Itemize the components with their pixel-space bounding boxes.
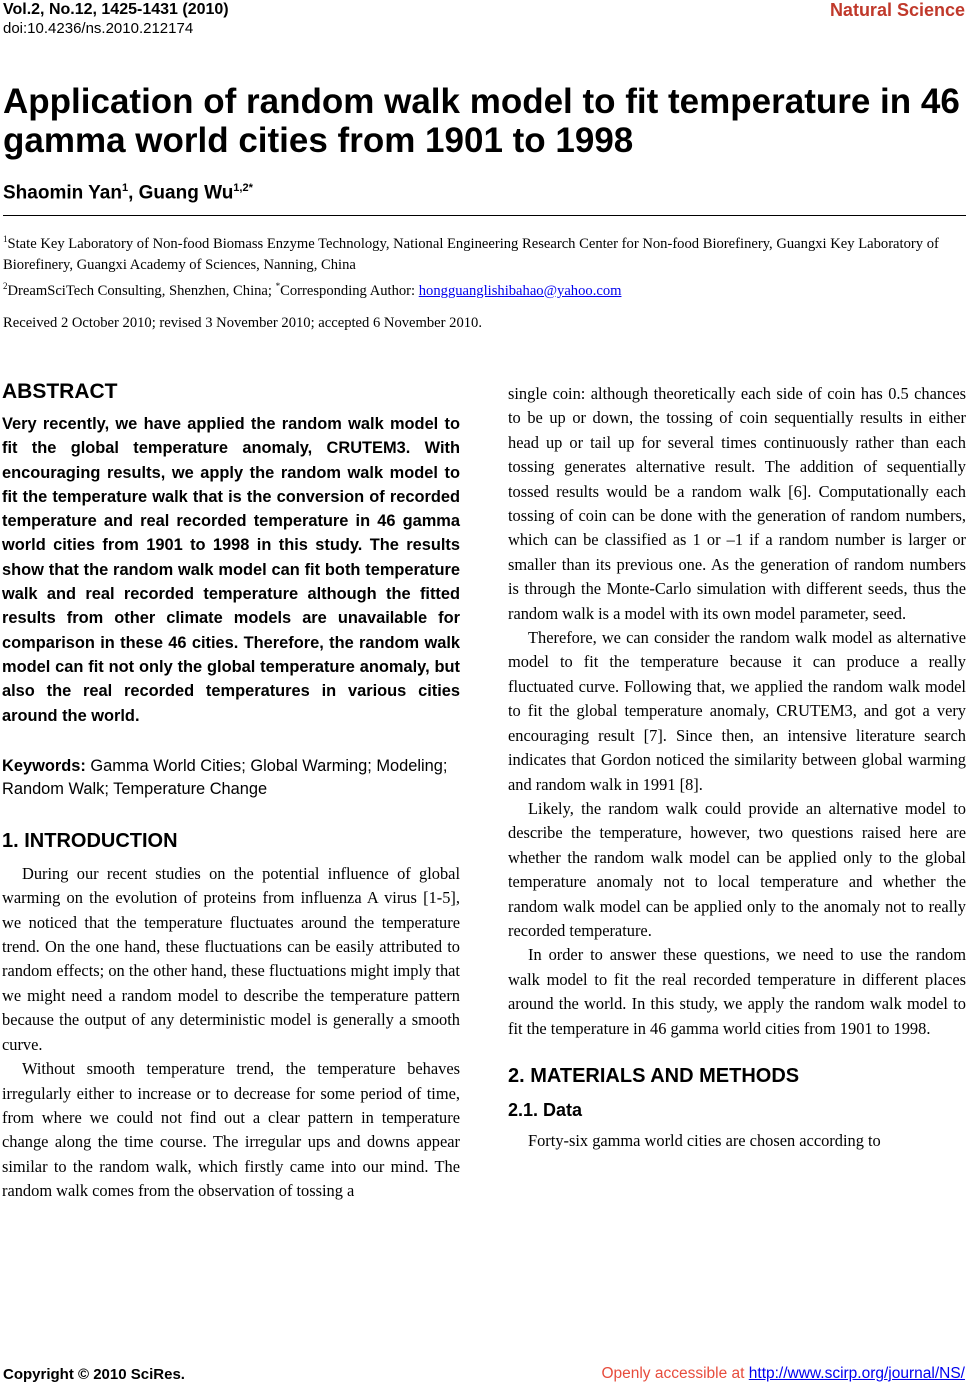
right-column [508,382,966,1153]
open-access-label: Openly accessible at [601,1365,749,1382]
affiliations [3,229,969,302]
section-heading-methods: 2. MATERIALS AND METHODS [508,1064,800,1087]
paragraph: During our recent studies on the potential influence of global warming on the evolution of proteins from influenza A virus [1-5], we noticed that the temperature fluctuates around the temperature trend. On the one hand, these fluctuations can be easily attributed to random effects; on the other hand, these fluctuations might imply that we might need a random model to describe the temperature pattern because the output of any deterministic model is generally a smooth curve. [2,863,460,1054]
paragraph: Therefore, we can consider the random walk model as alternative model to fit the temperature because it can produce a really fluctuated curve. Following that, we applied the random walk model to fit the global temperature anomaly, CRUTEM3, and got a very encouraging result [7]. Since then, an intensive literature search indicates that Gordon noticed the similarity between global warming and random walk in 1991 [8]. [508,628,966,794]
paragraph: Forty-six gamma world cities are chosen according to [528,1130,881,1150]
header-divider [3,215,966,216]
affiliation-2: DreamSciTech Consulting, Shenzhen, China; [7,282,276,299]
author-affiliation-mark: 1 [121,182,129,194]
journal-url-link[interactable]: http://www.scirp.org/journal/NS/ [748,1365,965,1382]
open-access-note [601,1365,965,1383]
paragraph: Without smooth temperature trend, the temperature behaves irregularly either to increase or to decrease for some period of time, from where we could not find out a clear pattern in temperature change along the time course. The irregular ups and downs appear similar to the random walk, which firstly came into our mind. The random walk comes from the observation of tossing a [2,1059,460,1201]
left-column [2,370,460,1204]
keywords-text: Gamma World Cities; Global Warming; Modeling; Random Walk; Temperature Change [2,756,448,798]
copyright: Copyright © 2010 SciRes. [3,1366,185,1383]
subsection-heading-data: 2.1. Data [508,1099,583,1120]
email-link[interactable]: hongguanglishibahao@yahoo.com [418,282,622,299]
author-name: Shaomin Yan [3,182,122,204]
paragraph: In order to answer these questions, we need to use the random walk model to fit the real recorded temperature in different places around the world. In this study, we apply the random walk model to fit the temperature in 46 gamma world cities from 1901 to 1998. [508,945,966,1038]
author-list [3,182,253,204]
running-header [3,0,229,38]
corresponding-label: Corresponding Author: [280,282,419,299]
keywords [2,755,460,801]
volume-info: Vol.2, No.12, 1425-1431 (2010) [3,1,229,18]
abstract-heading: ABSTRACT [2,380,118,403]
paragraph: single coin: although theoretically each side of coin has 0.5 chances to be up or down, the tossing of coin sequentially results in either head up or tail up for several times continuously rather than each tossing generates alternative result. The addition of sequentially tossed results would be a random walk [6]. Computationally each tossing of coin can be done with the generation of random numbers, which can be classified as 1 or –1 if a random number is larger or smaller than its previous one. As the generation of random numbers is through the Monte-Carlo simulation with different seeds, thus the random walk is a model with its own model parameter, seed. [508,384,966,623]
abstract-text: Very recently, we have applied the random walk model to fit the global temperature anomaly, CRUTEM3. With encouraging results, we apply the random walk model to fit the temperature walk that is the conversion of recorded temperature and real recorded temperature in 46 gamma world cities from 1901 to 1998 in this study. The results show that the random walk model can fit both temperature walk and real recorded temperature although the fitted results from other climate models are unavailable for comparison in these 46 cities. Therefore, the random walk model can fit not only the global temperature anomaly, but also the real recorded temperatures in various cities around the world. [2,415,460,725]
author-affiliation-mark: 1,2* [233,182,253,194]
section-heading-introduction: 1. INTRODUCTION [2,829,178,852]
paragraph: Likely, the random walk could provide an alternative model to describe the temperature, however, two questions raised here are whether the random walk model can be applied only to the global temperature anomaly not to local temperature and whether the random walk model can be applied only to the anomaly not to really recorded temperature. [508,798,966,940]
journal-name: Natural Science [829,0,965,20]
doi: doi:10.4236/ns.2010.212174 [3,20,194,37]
corresponding-mark: * [275,280,281,291]
paper-title: Application of random walk model to fit temperature in 46 gamma world cities from 1901 to 1998 [3,82,960,160]
received-dates: Received 2 October 2010; revised 3 November 2010; accepted 6 November 2010. [3,315,483,331]
affiliation-mark: 1 [3,234,8,244]
page-footer [0,1362,969,1384]
author-separator: , [128,182,139,204]
author-name: Guang Wu [138,182,234,204]
affiliation-mark: 2 [3,280,8,291]
affiliation-1: State Key Laboratory of Non-food Biomass Enzyme Technology, National Engineering Research Center for Non-food Biorefinery, Guangxi Key Laboratory of Biorefinery, Guangxi Academy of Sciences, Nanning, China [3,235,939,273]
keywords-label: Keywords: [2,756,86,775]
